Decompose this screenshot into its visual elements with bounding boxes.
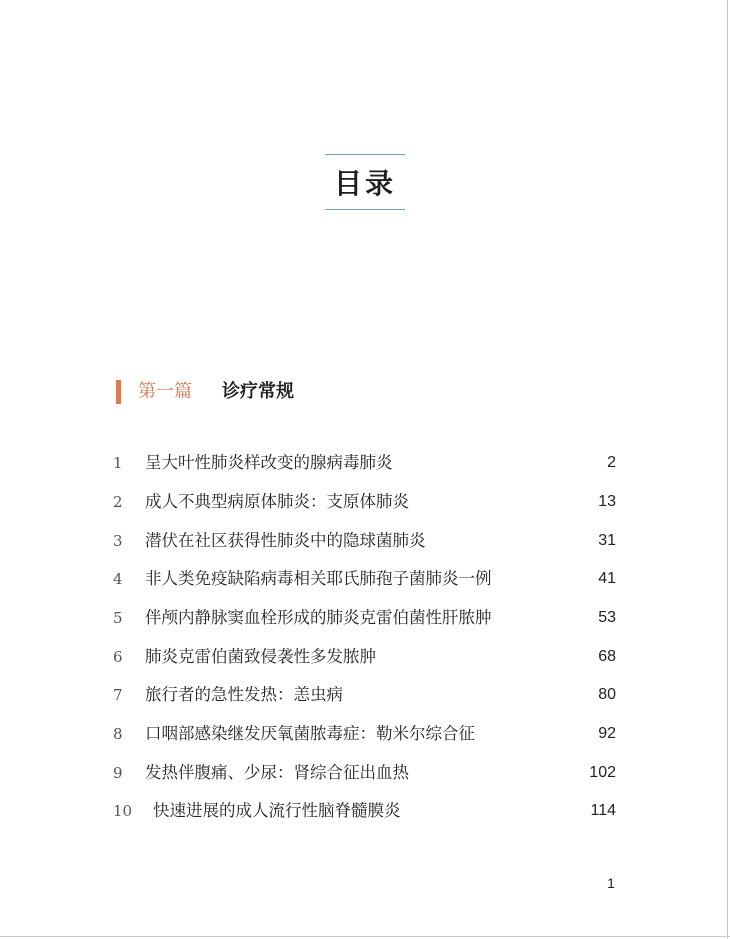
toc-entry[interactable] <box>113 489 619 515</box>
page-number: 1 <box>607 875 615 891</box>
toc-entry-title: 成人不典型病原体肺炎：支原体肺炎 <box>145 492 409 511</box>
toc-entry-page: 13 <box>598 493 616 510</box>
toc-entry[interactable] <box>113 760 619 786</box>
page-title: 目录 <box>333 167 396 200</box>
section-label: 第一篇 <box>138 381 192 402</box>
toc-entry-page: 102 <box>589 764 616 781</box>
toc-entry-page: 41 <box>598 570 616 587</box>
section-accent-bar <box>116 380 121 404</box>
toc-entry[interactable] <box>113 566 619 592</box>
toc-entry-number: 7 <box>113 686 123 704</box>
toc-entry[interactable] <box>113 721 619 747</box>
toc-entry-page: 68 <box>598 648 616 665</box>
page-edge-bottom <box>0 936 730 937</box>
section-title: 诊疗常规 <box>222 381 294 402</box>
toc-entry-title: 旅行者的急性发热：恙虫病 <box>145 685 343 704</box>
toc-entry[interactable] <box>113 528 619 554</box>
toc-entry-number: 2 <box>113 493 123 511</box>
page-edge-right <box>727 0 728 939</box>
toc-entry-page: 114 <box>590 802 616 819</box>
toc-entry-title: 肺炎克雷伯菌致侵袭性多发脓肿 <box>145 647 376 666</box>
toc-entry-number: 6 <box>113 648 123 666</box>
toc-entry-number: 9 <box>113 764 123 782</box>
title-block <box>325 154 405 210</box>
toc-entry[interactable] <box>113 605 619 631</box>
toc-entry-number: 3 <box>113 532 123 550</box>
toc-entry[interactable] <box>113 644 619 670</box>
toc-entry[interactable] <box>113 682 619 708</box>
toc-entry-title: 非人类免疫缺陷病毒相关耶氏肺孢子菌肺炎一例 <box>145 569 492 588</box>
toc-entry-page: 2 <box>607 454 616 471</box>
toc-entry-title: 发热伴腹痛、少尿：肾综合征出血热 <box>145 763 409 782</box>
toc-entry-title: 潜伏在社区获得性肺炎中的隐球菌肺炎 <box>145 531 426 550</box>
toc-entry[interactable] <box>113 450 619 476</box>
toc-entry-title: 伴颅内静脉窦血栓形成的肺炎克雷伯菌性肝脓肿 <box>145 608 492 627</box>
toc-entry-title: 口咽部感染继发厌氧菌脓毒症：勒米尔综合征 <box>145 724 475 743</box>
toc-entry-number: 5 <box>113 609 123 627</box>
toc-entry-title: 快速进展的成人流行性脑脊髓膜炎 <box>153 801 401 820</box>
toc-entry-page: 80 <box>598 686 616 703</box>
toc-entry-number: 10 <box>113 802 133 820</box>
toc-entry-number: 4 <box>113 570 123 588</box>
toc-entry-number: 1 <box>113 454 123 472</box>
toc-entry-number: 8 <box>113 725 123 743</box>
toc-entry[interactable] <box>113 798 619 824</box>
toc-entry-page: 31 <box>598 532 616 549</box>
toc-entry-page: 92 <box>598 725 616 742</box>
toc-entry-title: 呈大叶性肺炎样改变的腺病毒肺炎 <box>145 453 393 472</box>
toc-entry-page: 53 <box>598 609 616 626</box>
